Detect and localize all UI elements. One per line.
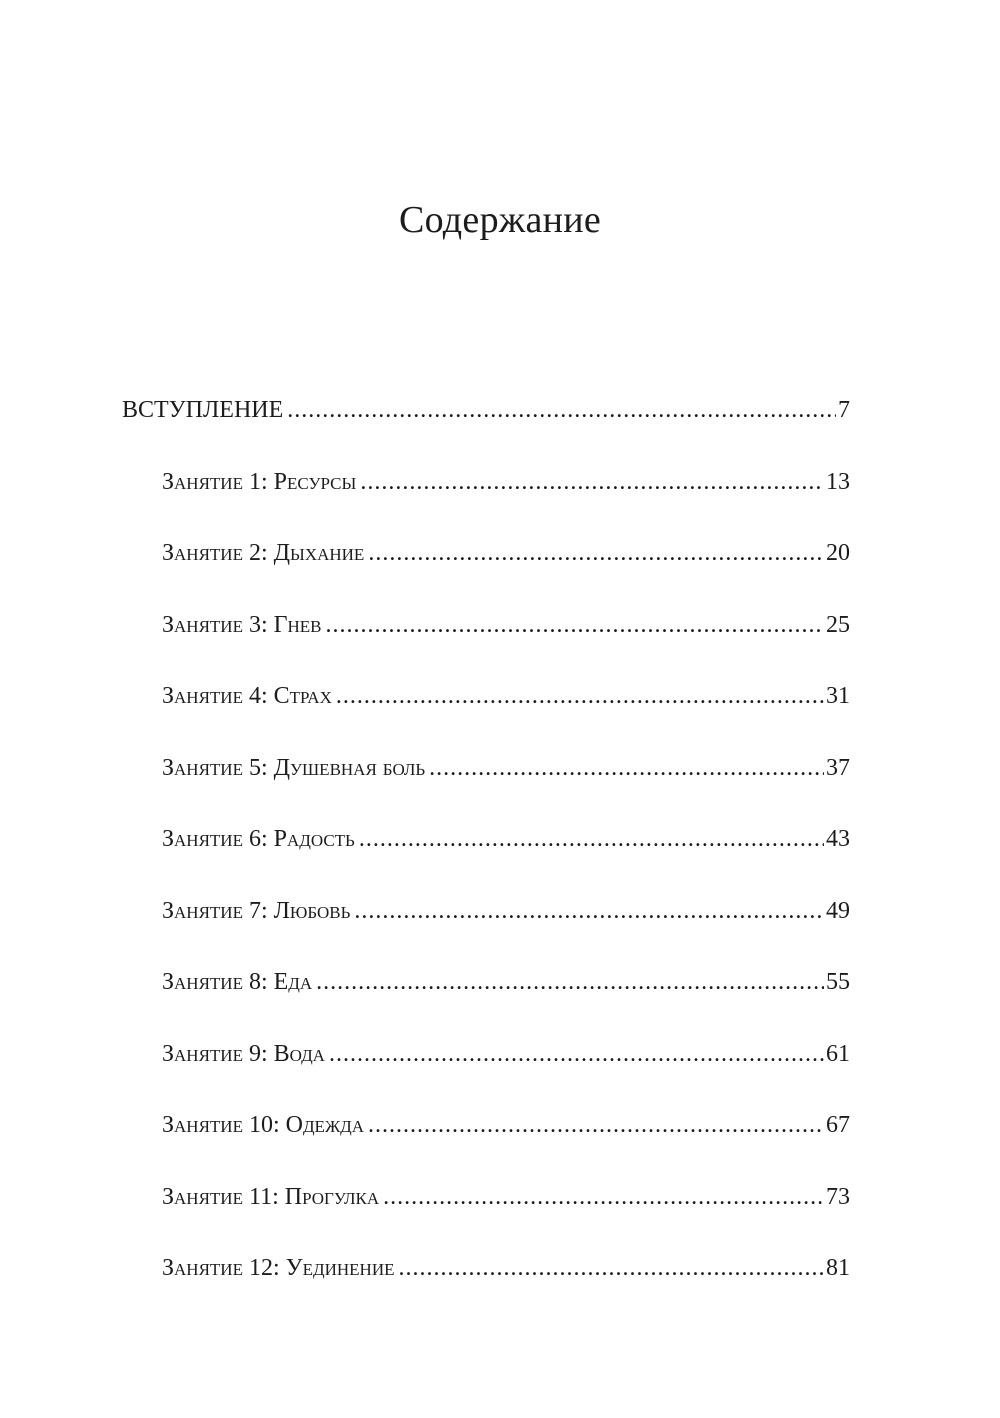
toc-leader-dots bbox=[287, 388, 836, 432]
toc-entry-label: Занятие 3: Гнев bbox=[162, 611, 322, 638]
toc-entry-lesson-4[interactable] bbox=[162, 674, 850, 746]
toc-entry-label: Занятие 12: Уединение bbox=[162, 1255, 395, 1281]
page-title: Содержание bbox=[398, 199, 602, 241]
toc-entry-page: 43 bbox=[826, 826, 850, 852]
toc-entry-page: 7 bbox=[838, 397, 850, 423]
toc-leader-dots bbox=[336, 674, 824, 718]
toc-entry-page: 73 bbox=[826, 1183, 850, 1210]
toc-entry-label: Занятие 8: Еда bbox=[162, 969, 313, 995]
toc-entry-page: 61 bbox=[826, 1040, 850, 1067]
toc-entry-label: Занятие 9: Вода bbox=[162, 1040, 325, 1067]
toc-entry-label: Занятие 7: Любовь bbox=[162, 897, 351, 924]
toc-entry-label: Занятие 10: Одежда bbox=[162, 1112, 365, 1138]
toc-entry-label: Занятие 1: Ресурсы bbox=[162, 468, 357, 495]
toc-entry-lesson-2[interactable] bbox=[162, 531, 850, 603]
toc-entry-lesson-11[interactable] bbox=[162, 1175, 850, 1247]
toc-leader-dots bbox=[398, 1246, 824, 1290]
table-of-contents bbox=[122, 388, 850, 1318]
toc-leader-dots bbox=[368, 531, 824, 575]
toc-leader-dots bbox=[329, 1032, 824, 1076]
toc-entry-label: Занятие 5: Душевная боль bbox=[162, 754, 426, 781]
toc-entry-label: ВСТУПЛЕНИЕ bbox=[122, 397, 284, 423]
toc-entry-label: Занятие 6: Радость bbox=[162, 826, 355, 852]
toc-entry-page: 55 bbox=[826, 969, 850, 995]
toc-entry-label: Занятие 4: Страх bbox=[162, 683, 332, 709]
toc-entry-introduction[interactable] bbox=[122, 388, 850, 460]
toc-leader-dots bbox=[316, 960, 824, 1004]
toc-entry-page: 13 bbox=[826, 468, 850, 495]
toc-entry-page: 81 bbox=[826, 1255, 850, 1281]
toc-leader-dots bbox=[354, 889, 824, 933]
toc-entry-lesson-12[interactable] bbox=[162, 1246, 850, 1318]
toc-entry-label: Занятие 2: Дыхание bbox=[162, 540, 365, 566]
toc-entry-page: 49 bbox=[826, 897, 850, 924]
toc-entry-lesson-8[interactable] bbox=[162, 960, 850, 1032]
toc-leader-dots bbox=[359, 817, 824, 861]
toc-entry-page: 37 bbox=[826, 754, 850, 781]
toc-entry-lesson-1[interactable] bbox=[162, 460, 850, 532]
toc-entry-lesson-7[interactable] bbox=[162, 889, 850, 961]
toc-leader-dots bbox=[326, 603, 824, 647]
toc-leader-dots bbox=[368, 1103, 824, 1147]
toc-leader-dots bbox=[383, 1175, 824, 1219]
toc-entry-lesson-5[interactable] bbox=[162, 746, 850, 818]
toc-entry-lesson-6[interactable] bbox=[162, 817, 850, 889]
toc-entry-lesson-10[interactable] bbox=[162, 1103, 850, 1175]
toc-entry-page: 25 bbox=[826, 611, 850, 638]
toc-entry-page: 31 bbox=[826, 683, 850, 709]
toc-entry-page: 67 bbox=[826, 1112, 850, 1138]
toc-leader-dots bbox=[429, 746, 824, 790]
toc-entry-page: 20 bbox=[826, 540, 850, 566]
toc-entry-lesson-3[interactable] bbox=[162, 603, 850, 675]
toc-entry-lesson-9[interactable] bbox=[162, 1032, 850, 1104]
toc-entry-label: Занятие 11: Прогулка bbox=[162, 1183, 380, 1210]
toc-leader-dots bbox=[360, 460, 824, 504]
